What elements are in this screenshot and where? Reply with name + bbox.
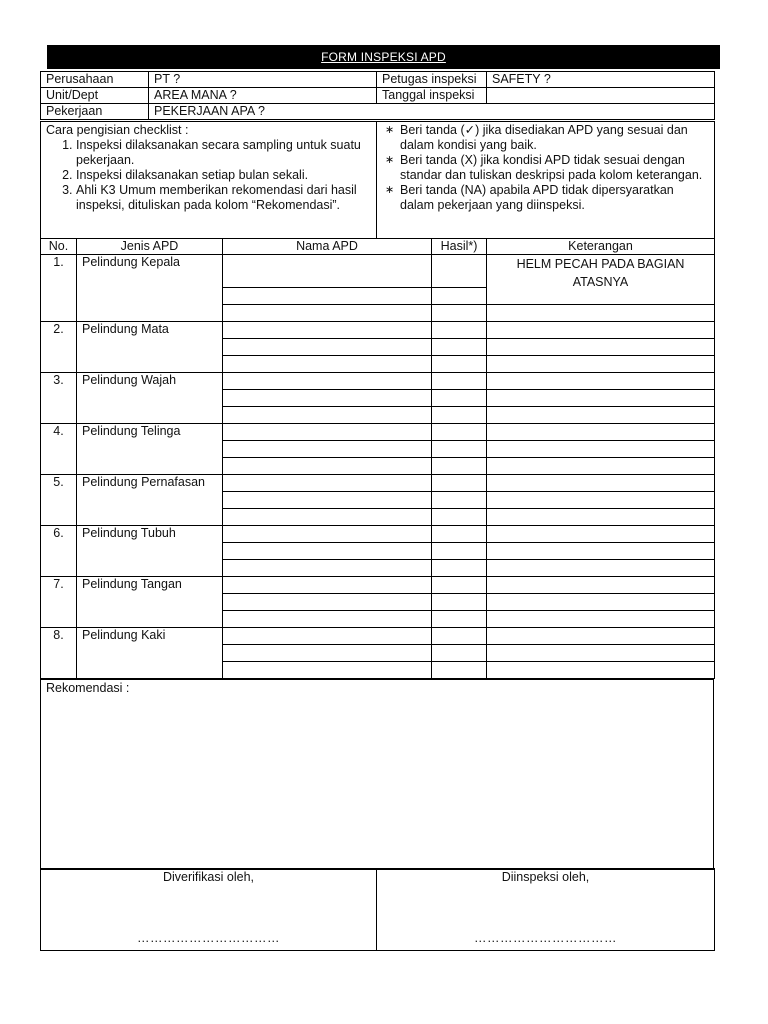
inspected-signature-box[interactable] bbox=[377, 869, 715, 951]
jenis-apd-cell: Pelindung Kaki bbox=[77, 628, 223, 679]
hasil-cell[interactable] bbox=[432, 441, 487, 458]
notes-cell bbox=[377, 122, 715, 239]
hasil-cell[interactable] bbox=[432, 322, 487, 339]
hasil-cell[interactable] bbox=[432, 509, 487, 526]
keterangan-cell[interactable] bbox=[487, 509, 715, 526]
header-nama-apd: Nama APD bbox=[223, 239, 432, 255]
jenis-apd-cell: Pelindung Telinga bbox=[77, 424, 223, 475]
keterangan-cell[interactable] bbox=[487, 577, 715, 594]
keterangan-cell[interactable] bbox=[487, 339, 715, 356]
table-row bbox=[41, 628, 715, 645]
keterangan-cell[interactable] bbox=[487, 305, 715, 322]
petugas-field[interactable]: SAFETY ? bbox=[487, 72, 715, 88]
nama-apd-cell[interactable] bbox=[223, 662, 432, 679]
instructions-table bbox=[40, 121, 715, 239]
instructions-heading: Cara pengisian checklist : bbox=[46, 123, 189, 137]
table-row bbox=[41, 526, 715, 543]
nama-apd-cell[interactable] bbox=[223, 255, 432, 288]
hasil-cell[interactable] bbox=[432, 475, 487, 492]
nama-apd-cell[interactable] bbox=[223, 475, 432, 492]
nama-apd-cell[interactable] bbox=[223, 424, 432, 441]
jenis-apd-cell: Pelindung Tubuh bbox=[77, 526, 223, 577]
hasil-cell[interactable] bbox=[432, 339, 487, 356]
keterangan-cell[interactable] bbox=[487, 407, 715, 424]
keterangan-cell[interactable] bbox=[487, 526, 715, 543]
jenis-apd-cell: Pelindung Kepala bbox=[77, 255, 223, 322]
unit-field[interactable]: AREA MANA ? bbox=[149, 88, 377, 104]
nama-apd-cell[interactable] bbox=[223, 577, 432, 594]
recommendation-field[interactable] bbox=[41, 680, 714, 870]
nama-apd-cell[interactable] bbox=[223, 509, 432, 526]
nama-apd-cell[interactable] bbox=[223, 305, 432, 322]
row-number: 7. bbox=[41, 577, 77, 628]
hasil-cell[interactable] bbox=[432, 577, 487, 594]
nama-apd-cell[interactable] bbox=[223, 322, 432, 339]
keterangan-cell[interactable] bbox=[487, 475, 715, 492]
hasil-cell[interactable] bbox=[432, 373, 487, 390]
perusahaan-field[interactable]: PT ? bbox=[149, 72, 377, 88]
keterangan-cell[interactable] bbox=[487, 390, 715, 407]
verified-signature-line: …………………………… bbox=[137, 931, 280, 945]
perusahaan-label: Perusahaan bbox=[41, 72, 149, 88]
hasil-cell[interactable] bbox=[432, 255, 487, 288]
keterangan-cell[interactable] bbox=[487, 543, 715, 560]
tanggal-field[interactable] bbox=[487, 88, 715, 104]
table-row bbox=[41, 373, 715, 390]
row-number: 4. bbox=[41, 424, 77, 475]
jenis-apd-cell: Pelindung Tangan bbox=[77, 577, 223, 628]
keterangan-cell[interactable] bbox=[487, 356, 715, 373]
nama-apd-cell[interactable] bbox=[223, 441, 432, 458]
hasil-cell[interactable] bbox=[432, 628, 487, 645]
apd-checklist-table bbox=[40, 238, 715, 679]
keterangan-cell[interactable]: HELM PECAH PADA BAGIAN ATASNYA bbox=[487, 255, 715, 305]
nama-apd-cell[interactable] bbox=[223, 373, 432, 390]
petugas-label: Petugas inspeksi bbox=[377, 72, 487, 88]
jenis-apd-cell: Pelindung Wajah bbox=[77, 373, 223, 424]
keterangan-cell[interactable] bbox=[487, 662, 715, 679]
nama-apd-cell[interactable] bbox=[223, 288, 432, 305]
row-number: 6. bbox=[41, 526, 77, 577]
header-no: No. bbox=[41, 239, 77, 255]
note-text: Beri tanda (NA) apabila APD tidak dipersyaratkan dalam pekerjaan yang diinspeksi. bbox=[400, 183, 674, 212]
inspected-signature-line: …………………………… bbox=[474, 931, 617, 945]
hasil-cell[interactable] bbox=[432, 356, 487, 373]
nama-apd-cell[interactable] bbox=[223, 356, 432, 373]
instruction-step: 3. Ahli K3 Umum memberikan rekomendasi dari hasil inspeksi, dituliskan pada kolom “Rekomendasi”. bbox=[76, 183, 371, 213]
hasil-cell[interactable] bbox=[432, 560, 487, 577]
unit-label: Unit/Dept bbox=[41, 88, 149, 104]
keterangan-cell[interactable] bbox=[487, 611, 715, 628]
inspected-label: Diinspeksi oleh, bbox=[501, 870, 590, 884]
hasil-cell[interactable] bbox=[432, 492, 487, 509]
note-item bbox=[385, 123, 709, 153]
pekerjaan-label: Pekerjaan bbox=[41, 104, 149, 120]
nama-apd-cell[interactable] bbox=[223, 458, 432, 475]
nama-apd-cell[interactable] bbox=[223, 492, 432, 509]
instructions-cell bbox=[41, 122, 377, 239]
nama-apd-cell[interactable] bbox=[223, 594, 432, 611]
nama-apd-cell[interactable] bbox=[223, 645, 432, 662]
keterangan-cell[interactable] bbox=[487, 645, 715, 662]
table-row bbox=[41, 322, 715, 339]
keterangan-cell[interactable] bbox=[487, 322, 715, 339]
row-number: 5. bbox=[41, 475, 77, 526]
hasil-cell[interactable] bbox=[432, 662, 487, 679]
nama-apd-cell[interactable] bbox=[223, 526, 432, 543]
hasil-cell[interactable] bbox=[432, 407, 487, 424]
keterangan-cell[interactable] bbox=[487, 560, 715, 577]
note-text: Beri tanda (✓) jika disediakan APD yang sesuai dan dalam kondisi yang baik. bbox=[400, 123, 688, 152]
note-item bbox=[385, 153, 709, 183]
nama-apd-cell[interactable] bbox=[223, 628, 432, 645]
nama-apd-cell[interactable] bbox=[223, 611, 432, 628]
table-row bbox=[41, 255, 715, 288]
row-number: 8. bbox=[41, 628, 77, 679]
hasil-cell[interactable] bbox=[432, 390, 487, 407]
nama-apd-cell[interactable] bbox=[223, 407, 432, 424]
table-row bbox=[41, 577, 715, 594]
asterisk-bullet-icon: ∗ bbox=[385, 184, 395, 196]
recommendation-label: Rekomendasi : bbox=[46, 681, 130, 695]
hasil-cell[interactable] bbox=[432, 424, 487, 441]
keterangan-cell[interactable] bbox=[487, 424, 715, 441]
recommendation-table bbox=[40, 679, 714, 870]
row-number: 3. bbox=[41, 373, 77, 424]
header-keterangan: Keterangan bbox=[487, 239, 715, 255]
instruction-step: 1. Inspeksi dilaksanakan secara sampling untuk suatu pekerjaan. bbox=[76, 138, 371, 168]
hasil-cell[interactable] bbox=[432, 543, 487, 560]
hasil-cell[interactable] bbox=[432, 611, 487, 628]
keterangan-cell[interactable] bbox=[487, 492, 715, 509]
table-header-row bbox=[41, 239, 715, 255]
row-number: 2. bbox=[41, 322, 77, 373]
note-item bbox=[385, 183, 709, 213]
keterangan-cell[interactable] bbox=[487, 628, 715, 645]
table-row bbox=[41, 475, 715, 492]
notes-list bbox=[382, 123, 709, 213]
hasil-cell[interactable] bbox=[432, 645, 487, 662]
header-jenis-apd: Jenis APD bbox=[77, 239, 223, 255]
hasil-cell[interactable] bbox=[432, 458, 487, 475]
header-hasil: Hasil*) bbox=[432, 239, 487, 255]
jenis-apd-cell: Pelindung Mata bbox=[77, 322, 223, 373]
keterangan-cell[interactable] bbox=[487, 458, 715, 475]
keterangan-cell[interactable] bbox=[487, 373, 715, 390]
nama-apd-cell[interactable] bbox=[223, 339, 432, 356]
asterisk-bullet-icon: ∗ bbox=[385, 154, 395, 166]
hasil-cell[interactable] bbox=[432, 305, 487, 322]
form-title: FORM INSPEKSI APD bbox=[47, 45, 720, 69]
note-text: Beri tanda (X) jika kondisi APD tidak sesuai dengan standar dan tuliskan deskripsi pada kolom keterangan. bbox=[400, 153, 703, 182]
nama-apd-cell[interactable] bbox=[223, 543, 432, 560]
verified-signature-box[interactable] bbox=[41, 869, 377, 951]
table-row bbox=[41, 424, 715, 441]
keterangan-cell[interactable] bbox=[487, 594, 715, 611]
hasil-cell[interactable] bbox=[432, 594, 487, 611]
keterangan-cell[interactable] bbox=[487, 441, 715, 458]
hasil-cell[interactable] bbox=[432, 288, 487, 305]
nama-apd-cell[interactable] bbox=[223, 560, 432, 577]
tanggal-label: Tanggal inspeksi bbox=[377, 88, 487, 104]
signature-table bbox=[40, 868, 715, 951]
asterisk-bullet-icon: ∗ bbox=[385, 124, 395, 136]
nama-apd-cell[interactable] bbox=[223, 390, 432, 407]
row-number: 1. bbox=[41, 255, 77, 322]
hasil-cell[interactable] bbox=[432, 526, 487, 543]
jenis-apd-cell: Pelindung Pernafasan bbox=[77, 475, 223, 526]
instruction-step: 2. Inspeksi dilaksanakan setiap bulan sekali. bbox=[76, 168, 371, 183]
verified-label: Diverifikasi oleh, bbox=[162, 870, 254, 884]
pekerjaan-field[interactable]: PEKERJAAN APA ? bbox=[149, 104, 715, 120]
instructions-steps bbox=[46, 138, 371, 213]
info-table bbox=[40, 71, 715, 120]
